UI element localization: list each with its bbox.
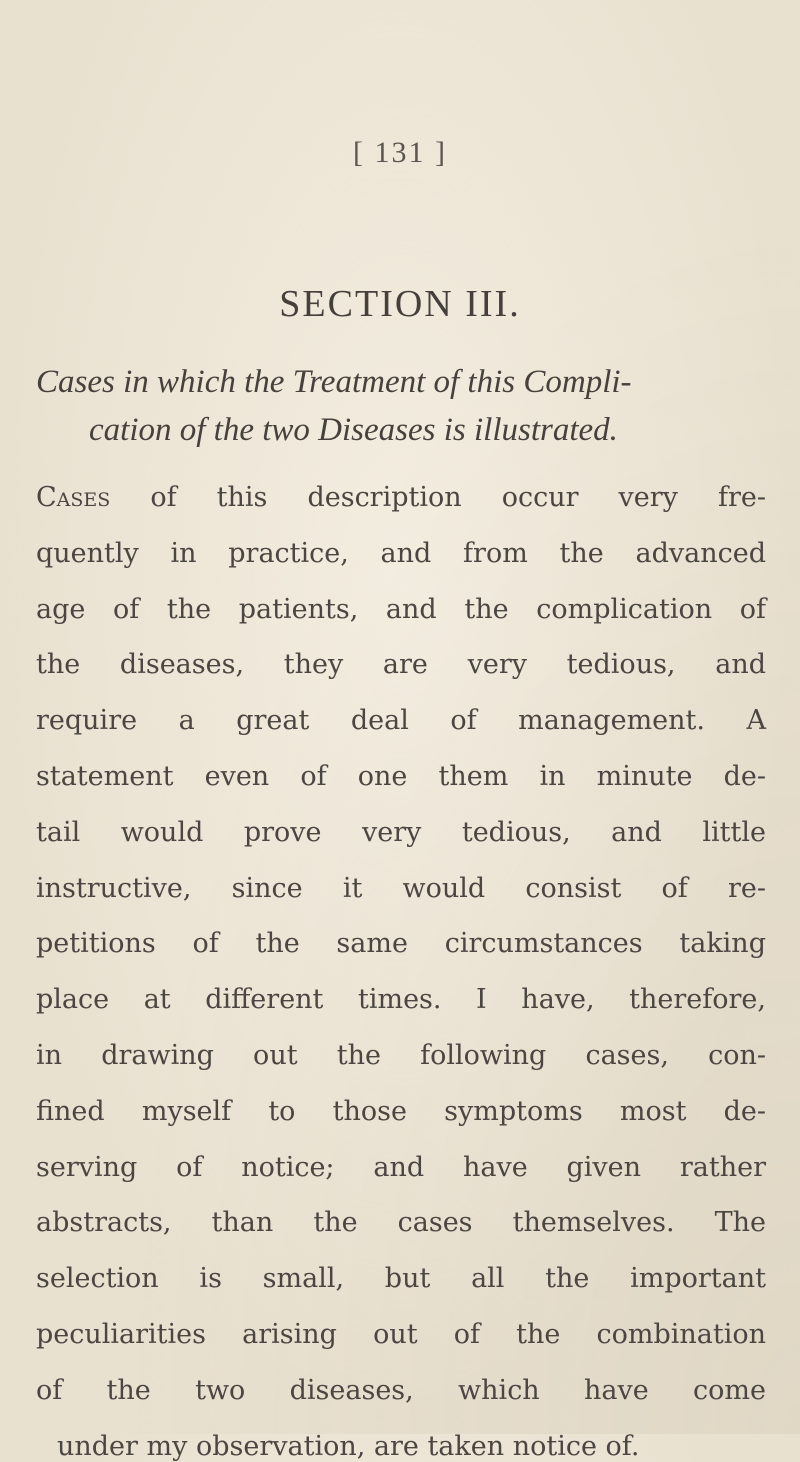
opening-word: Cases	[36, 482, 111, 513]
body-line-1	[36, 482, 766, 513]
body-line-14: abstracts, than the cases themselves. The	[36, 1207, 766, 1238]
body-line-18: under my observation, are taken notice of.	[57, 1431, 640, 1462]
body-line-17: of the two diseases, which have come	[36, 1375, 766, 1406]
section-subtitle-line-1: Cases in which the Treatment of this Compli-	[36, 364, 632, 400]
body-line-12: fined myself to those symptoms most de-	[36, 1096, 766, 1127]
section-subtitle-line-2: cation of the two Diseases is illustrated.	[89, 412, 618, 448]
body-line-9: petitions of the same circumstances taking	[36, 928, 766, 959]
body-line-15: selection is small, but all the important	[36, 1263, 766, 1294]
body-line-3: age of the patients, and the complication of	[36, 594, 766, 625]
body-line-13: serving of notice; and have given rather	[36, 1152, 766, 1183]
body-line-7: tail would prove very tedious, and little	[36, 817, 766, 848]
body-line-11: in drawing out the following cases, con-	[36, 1040, 766, 1071]
body-line-5: require a great deal of management. A	[36, 705, 766, 736]
body-line-4: the diseases, they are very tedious, and	[36, 649, 766, 680]
body-line-6: statement even of one them in minute de-	[36, 761, 766, 792]
body-line-10: place at different times. I have, therefore,	[36, 984, 766, 1015]
page-number: [ 131 ]	[353, 136, 447, 169]
body-line-16: peculiarities arising out of the combination	[36, 1319, 766, 1350]
body-line-1-text: of this description occur very fre-	[110, 482, 766, 513]
section-heading: SECTION III.	[279, 283, 521, 325]
body-line-2: quently in practice, and from the advanced	[36, 538, 766, 569]
body-line-8: instructive, since it would consist of re-	[36, 873, 766, 904]
